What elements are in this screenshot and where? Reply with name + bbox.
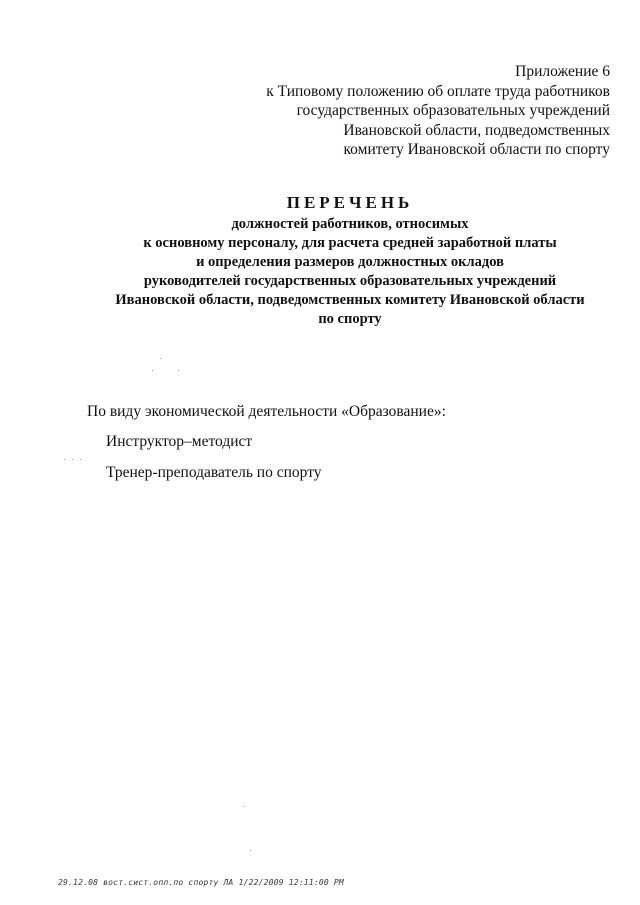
- footer-stamp: 29.12.08 вост.сист.опл.по спорту ЛА 1/22/2009 12:11:00 PM: [58, 878, 344, 887]
- appendix-line: к Типовому положению об оплате труда работников: [266, 82, 610, 100]
- scan-speck: [160, 358, 161, 359]
- title-line: и определения размеров должностных окладов: [196, 254, 504, 270]
- list-intro: По виду экономической деятельности «Образование»:: [87, 403, 446, 420]
- title-line: Ивановской области, подведомственных комитету Ивановской области: [115, 292, 585, 308]
- appendix-line: Ивановской области, подведомственных: [343, 121, 610, 139]
- document-title: [60, 193, 640, 329]
- appendix-line: комитету Ивановской области по спорту: [343, 141, 610, 158]
- scan-speck: [152, 370, 153, 371]
- position-list: [87, 402, 446, 483]
- title-line: по спорту: [318, 311, 382, 327]
- list-item: Тренер-преподаватель по спорту: [106, 464, 322, 481]
- title-line: руководителей государственных образовательных учреждений: [143, 273, 557, 289]
- scan-speck: [178, 370, 179, 371]
- appendix-line: государственных образовательных учреждений: [296, 102, 610, 119]
- list-item: Инструктор–методист: [106, 433, 253, 450]
- title-line: должностей работников, относимых: [231, 216, 469, 232]
- title-heading: ПЕРЕЧЕНЬ: [286, 193, 414, 212]
- scan-speck: [64, 459, 65, 460]
- title-line: к основному персоналу, для расчета средней заработной платы: [143, 235, 557, 251]
- scan-speck: [244, 806, 245, 807]
- scan-speck: [80, 459, 81, 460]
- scan-speck: [72, 459, 73, 460]
- appendix-number: Приложение 6: [515, 63, 610, 80]
- appendix-header: [190, 62, 610, 160]
- scan-speck: [250, 850, 251, 851]
